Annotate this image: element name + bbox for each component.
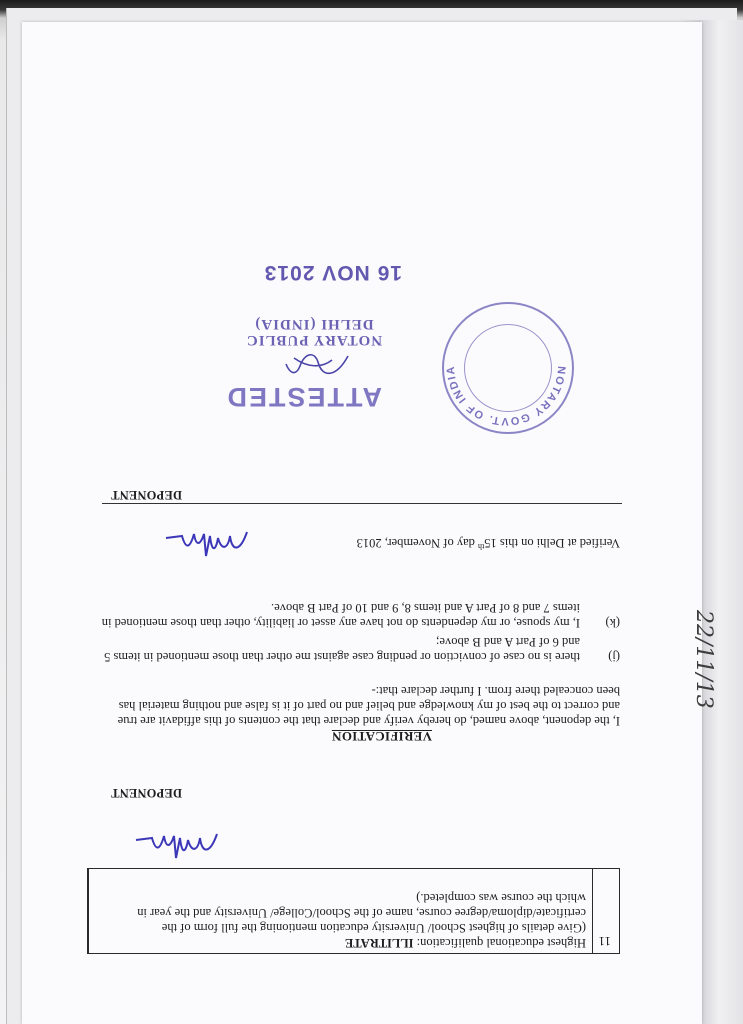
date-stamp: 16 NOV 2013	[263, 261, 402, 284]
signature-2	[162, 522, 252, 562]
svg-text:NOTARY GOVT. OF INDIA	[445, 365, 567, 427]
notary-public-text	[244, 316, 384, 348]
verification-heading: VERIFICATION	[331, 729, 432, 744]
notary-seal	[442, 302, 574, 434]
row-description	[116, 869, 592, 953]
qualification-prefix: Highest educational qualification:	[413, 936, 586, 950]
notary-signature-graphic	[282, 344, 352, 384]
verification-item-j	[100, 634, 620, 664]
signature-1	[132, 824, 222, 864]
attested-stamp: ATTESTED	[225, 382, 382, 412]
verified-suffix: day of November, 2013	[356, 535, 479, 550]
row-empty-cell	[88, 869, 116, 953]
signature-line	[102, 503, 622, 504]
margin-note: 22/11/13	[691, 610, 716, 709]
qualification-detail: (Give details of highest School/ University education mentioning the full form of the certificate/diploma/degree course, name of the School/College/ University and the year in which the course was completed.)	[137, 891, 586, 935]
qualification-row	[87, 868, 620, 954]
verified-line	[357, 535, 620, 554]
verified-sup: th	[478, 542, 485, 551]
row-number: 11	[592, 869, 619, 953]
notary-seal-text	[440, 300, 572, 432]
signature-1-graphic	[132, 824, 222, 864]
signature-2-graphic	[162, 522, 252, 562]
notary-line-1: NOTARY PUBLIC	[245, 332, 383, 348]
item-j-label: (j)	[608, 650, 620, 664]
notary-line-2: DELHI (INDIA)	[254, 316, 374, 332]
qualification-value: ILLITRATE	[344, 936, 414, 950]
item-j-text: there is no case of conviction or pending case against me other than those mentioned in items 5 and 6 of Part A and B above;	[104, 635, 580, 664]
notary-signature	[282, 344, 352, 384]
verified-prefix: Verified at Delhi on this 15	[484, 535, 620, 550]
item-k-label: (k)	[605, 616, 620, 630]
rotated-document-content	[22, 22, 702, 1024]
deponent-label-2: DEPONENT	[110, 488, 182, 502]
seal-text: NOTARY GOVT. OF INDIA	[444, 364, 568, 428]
verification-item-k	[100, 600, 620, 630]
verification-intro: I, the deponent, above named, do hereby verify and declare that the contents of this affidavit are true and correct to the best of my knowledge and belief and no part of it is false and nothing material has been concealed there from. I further declare that:-	[117, 684, 620, 728]
item-k-text: I, my spouse, or my dependents do not have any asset or liability, other than those mentioned in items 7 and 8 of Part A and items 8, 9 and 10 of Part B above.	[101, 601, 580, 630]
deponent-label-1: DEPONENT	[110, 786, 182, 800]
